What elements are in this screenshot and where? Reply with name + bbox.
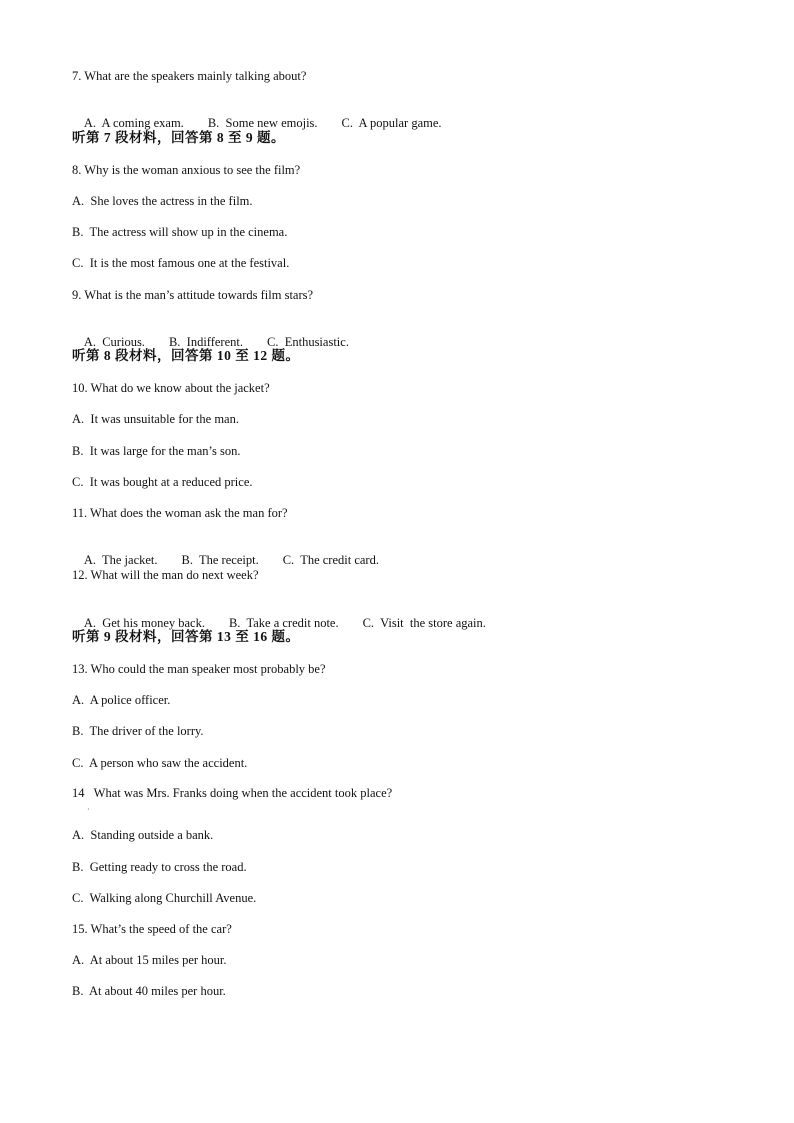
option-a: A. Get his money back. <box>83 616 205 630</box>
question-13-option-a: A. A police officer. <box>72 693 171 707</box>
section-heading-8: 听第 8 段材料，回答第 10 至 12 题。 <box>72 348 300 363</box>
question-13-option-b: B. The driver of the lorry. <box>72 724 204 738</box>
question-8-option-c: C. It is the most famous one at the festival. <box>72 256 290 270</box>
option-b: B. Take a credit note. <box>228 616 339 630</box>
stray-dot-mark: · <box>87 805 90 814</box>
question-13-option-c: C. A person who saw the accident. <box>72 756 248 770</box>
question-14-option-c: C. Walking along Churchill Avenue. <box>72 891 257 905</box>
question-11: 11. What does the woman ask the man for? <box>72 506 288 520</box>
option-a: A. The jacket. <box>83 553 158 567</box>
option-a: A. Curious. <box>83 335 145 349</box>
question-15: 15. What’s the speed of the car? <box>72 922 232 936</box>
question-8: 8. Why is the woman anxious to see the film? <box>72 163 301 177</box>
option-c: C. A popular game. <box>341 116 442 130</box>
option-b: B. The receipt. <box>181 553 259 567</box>
section-heading-7: 听第 7 段材料，回答第 8 至 9 题。 <box>72 130 285 145</box>
question-9: 9. What is the man’s attitude towards film stars? <box>72 288 314 302</box>
option-c: C. Visit the store again. <box>362 616 486 630</box>
question-14-option-b: B. Getting ready to cross the road. <box>72 860 247 874</box>
question-7: 7. What are the speakers mainly talking about? <box>72 69 307 83</box>
question-14: 14 What was Mrs. Franks doing when the accident took place? <box>72 786 393 800</box>
option-c: C. Enthusiastic. <box>267 335 349 349</box>
question-10-option-c: C. It was bought at a reduced price. <box>72 475 253 489</box>
option-a: A. A coming exam. <box>83 116 184 130</box>
option-b: B. Indifferent. <box>168 335 243 349</box>
question-14-option-a: A. Standing outside a bank. <box>72 828 214 842</box>
question-10: 10. What do we know about the jacket? <box>72 381 270 395</box>
question-15-option-b: B. At about 40 miles per hour. <box>72 984 226 998</box>
question-13: 13. Who could the man speaker most probably be? <box>72 662 326 676</box>
question-15-option-a: A. At about 15 miles per hour. <box>72 953 227 967</box>
option-b: B. Some new emojis. <box>207 116 318 130</box>
question-8-option-a: A. She loves the actress in the film. <box>72 194 253 208</box>
question-10-option-b: B. It was large for the man’s son. <box>72 444 241 458</box>
option-c: C. The credit card. <box>282 553 379 567</box>
question-12: 12. What will the man do next week? <box>72 568 259 582</box>
section-heading-9: 听第 9 段材料，回答第 13 至 16 题。 <box>72 629 300 644</box>
question-10-option-a: A. It was unsuitable for the man. <box>72 412 239 426</box>
question-8-option-b: B. The actress will show up in the cinema. <box>72 225 288 239</box>
